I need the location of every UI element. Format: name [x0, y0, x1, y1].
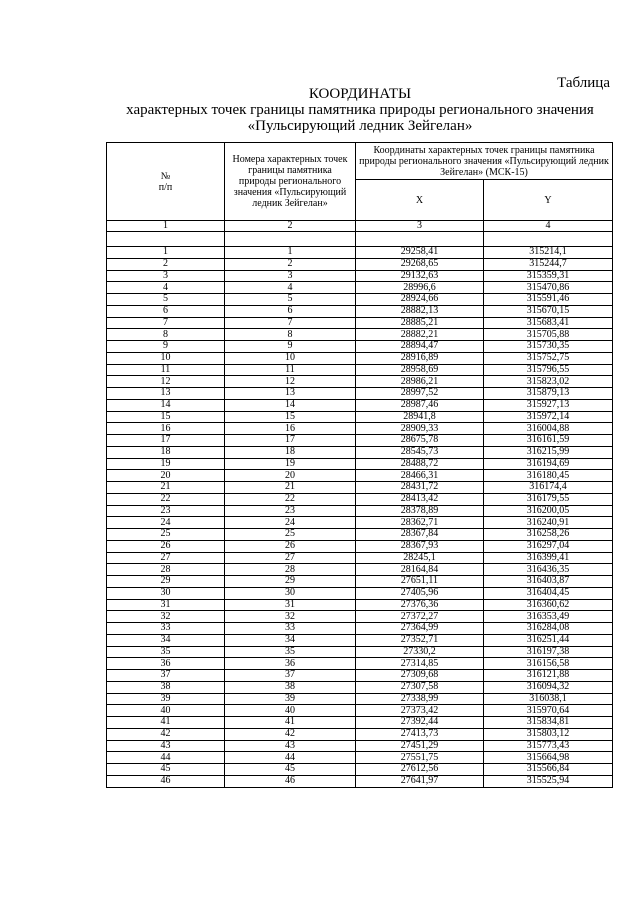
cell-y: 315730,35 [484, 341, 613, 353]
cell-y: 316403,87 [484, 576, 613, 588]
cell-x: 28909,33 [356, 423, 484, 435]
cell-number: 20 [107, 470, 225, 482]
cell-x: 28413,42 [356, 493, 484, 505]
header-coordinates: Координаты характерных точек границы памятника природы регионального значения «Пульсирующий ледник Зейгелан» (МСК-15) [356, 143, 613, 180]
cell-point-number: 34 [225, 634, 356, 646]
cell-x: 28924,66 [356, 294, 484, 306]
cell-point-number: 23 [225, 505, 356, 517]
table-row [107, 752, 613, 764]
cell-x: 27405,96 [356, 587, 484, 599]
cell-point-number: 41 [225, 717, 356, 729]
cell-y: 315972,14 [484, 411, 613, 423]
cell-y: 315670,15 [484, 305, 613, 317]
cell-y: 316258,26 [484, 529, 613, 541]
table-row [107, 399, 613, 411]
table-row [107, 670, 613, 682]
cell-point-number: 35 [225, 646, 356, 658]
cell-x: 28996,6 [356, 282, 484, 294]
cell-number: 11 [107, 364, 225, 376]
cell-x: 28675,78 [356, 435, 484, 447]
table-row [107, 329, 613, 341]
cell-x: 28987,46 [356, 399, 484, 411]
table-row [107, 717, 613, 729]
cell-y: 315705,88 [484, 329, 613, 341]
cell-point-number: 28 [225, 564, 356, 576]
cell-y: 316174,4 [484, 482, 613, 494]
cell-x: 27392,44 [356, 717, 484, 729]
cell-number: 32 [107, 611, 225, 623]
cell-point-number: 44 [225, 752, 356, 764]
cell-number: 9 [107, 341, 225, 353]
table-row [107, 623, 613, 635]
cell-point-number: 29 [225, 576, 356, 588]
cell-y: 315359,31 [484, 270, 613, 282]
table-row [107, 775, 613, 787]
cell-y: 315470,86 [484, 282, 613, 294]
cell-point-number: 13 [225, 388, 356, 400]
cell-y: 315927,13 [484, 399, 613, 411]
cell-number: 13 [107, 388, 225, 400]
cell-x: 27612,56 [356, 764, 484, 776]
cell-point-number: 19 [225, 458, 356, 470]
cell-y: 316161,59 [484, 435, 613, 447]
cell-x: 27352,71 [356, 634, 484, 646]
cell-number: 36 [107, 658, 225, 670]
table-row [107, 317, 613, 329]
cell-number: 3 [107, 270, 225, 282]
cell-y: 316094,32 [484, 681, 613, 693]
cell-x: 27364,99 [356, 623, 484, 635]
cell-x: 28164,84 [356, 564, 484, 576]
cell-x: 27330,2 [356, 646, 484, 658]
cell-number: 14 [107, 399, 225, 411]
table-row [107, 435, 613, 447]
cell-x: 28245,1 [356, 552, 484, 564]
cell-x: 28941,8 [356, 411, 484, 423]
header-number: № п/п [107, 143, 225, 221]
table-row [107, 764, 613, 776]
table-row [107, 482, 613, 494]
cell-number: 40 [107, 705, 225, 717]
cell-point-number: 33 [225, 623, 356, 635]
cell-number: 34 [107, 634, 225, 646]
cell-number: 8 [107, 329, 225, 341]
cell-x: 28466,31 [356, 470, 484, 482]
cell-x: 28882,13 [356, 305, 484, 317]
cell-point-number: 10 [225, 352, 356, 364]
table-row [107, 270, 613, 282]
cell-y: 315834,81 [484, 717, 613, 729]
table-row [107, 423, 613, 435]
cell-y: 316284,08 [484, 623, 613, 635]
cell-x: 27338,99 [356, 693, 484, 705]
cell-y: 316360,62 [484, 599, 613, 611]
cell-number: 1 [107, 247, 225, 259]
cell-point-number: 36 [225, 658, 356, 670]
cell-x: 28431,72 [356, 482, 484, 494]
cell-number: 2 [107, 258, 225, 270]
cell-x: 27309,68 [356, 670, 484, 682]
table-row [107, 587, 613, 599]
cell-point-number: 46 [225, 775, 356, 787]
cell-y: 315591,46 [484, 294, 613, 306]
cell-x: 27451,29 [356, 740, 484, 752]
cell-number: 43 [107, 740, 225, 752]
cell-point-number: 30 [225, 587, 356, 599]
cell-number: 6 [107, 305, 225, 317]
table-row [107, 364, 613, 376]
cell-number: 7 [107, 317, 225, 329]
blank-row [107, 232, 613, 247]
cell-point-number: 43 [225, 740, 356, 752]
column-index-2: 2 [225, 221, 356, 232]
table-row [107, 564, 613, 576]
table-row [107, 705, 613, 717]
table-body [107, 247, 613, 788]
cell-y: 316436,35 [484, 564, 613, 576]
table-row [107, 411, 613, 423]
cell-x: 29132,63 [356, 270, 484, 282]
title-line-3: «Пульсирующий ледник Зейгелан» [247, 118, 473, 134]
table-row [107, 388, 613, 400]
cell-number: 21 [107, 482, 225, 494]
column-index-3: 3 [356, 221, 484, 232]
cell-point-number: 7 [225, 317, 356, 329]
cell-x: 28488,72 [356, 458, 484, 470]
cell-number: 22 [107, 493, 225, 505]
header-y: Y [484, 180, 613, 221]
table-row [107, 529, 613, 541]
table-row [107, 282, 613, 294]
cell-y: 315525,94 [484, 775, 613, 787]
cell-x: 27307,58 [356, 681, 484, 693]
cell-point-number: 42 [225, 728, 356, 740]
cell-x: 28916,89 [356, 352, 484, 364]
table-row [107, 247, 613, 259]
cell-y: 316353,49 [484, 611, 613, 623]
table-row [107, 258, 613, 270]
cell-number: 31 [107, 599, 225, 611]
cell-y: 315244,7 [484, 258, 613, 270]
cell-number: 41 [107, 717, 225, 729]
table-row [107, 646, 613, 658]
cell-x: 28882,21 [356, 329, 484, 341]
cell-number: 45 [107, 764, 225, 776]
cell-point-number: 40 [225, 705, 356, 717]
cell-y: 316215,99 [484, 446, 613, 458]
cell-point-number: 4 [225, 282, 356, 294]
cell-number: 35 [107, 646, 225, 658]
cell-number: 4 [107, 282, 225, 294]
table-row [107, 505, 613, 517]
cell-number: 24 [107, 517, 225, 529]
cell-number: 5 [107, 294, 225, 306]
cell-x: 27641,97 [356, 775, 484, 787]
cell-y: 316399,41 [484, 552, 613, 564]
document-title [100, 86, 620, 134]
column-index-4: 4 [484, 221, 613, 232]
table-row [107, 540, 613, 552]
cell-point-number: 17 [225, 435, 356, 447]
cell-number: 17 [107, 435, 225, 447]
cell-point-number: 22 [225, 493, 356, 505]
cell-point-number: 15 [225, 411, 356, 423]
cell-number: 26 [107, 540, 225, 552]
cell-x: 28958,69 [356, 364, 484, 376]
table-row [107, 611, 613, 623]
cell-x: 28885,21 [356, 317, 484, 329]
cell-point-number: 3 [225, 270, 356, 282]
cell-point-number: 20 [225, 470, 356, 482]
table-row [107, 740, 613, 752]
cell-y: 316197,38 [484, 646, 613, 658]
title-line-1: КООРДИНАТЫ [308, 86, 412, 102]
cell-point-number: 14 [225, 399, 356, 411]
cell-y: 316180,45 [484, 470, 613, 482]
cell-number: 18 [107, 446, 225, 458]
table-row [107, 458, 613, 470]
cell-x: 29258,41 [356, 247, 484, 259]
cell-point-number: 38 [225, 681, 356, 693]
table-row [107, 446, 613, 458]
cell-point-number: 11 [225, 364, 356, 376]
cell-x: 28894,47 [356, 341, 484, 353]
cell-point-number: 31 [225, 599, 356, 611]
cell-x: 27372,27 [356, 611, 484, 623]
cell-number: 29 [107, 576, 225, 588]
cell-y: 316404,45 [484, 587, 613, 599]
cell-y: 315803,12 [484, 728, 613, 740]
cell-y: 316297,04 [484, 540, 613, 552]
cell-y: 316121,88 [484, 670, 613, 682]
cell-x: 27314,85 [356, 658, 484, 670]
cell-x: 28362,71 [356, 517, 484, 529]
cell-point-number: 5 [225, 294, 356, 306]
cell-y: 315796,55 [484, 364, 613, 376]
cell-y: 315683,41 [484, 317, 613, 329]
table-header [107, 143, 613, 247]
title-line-2: характерных точек границы памятника природы регионального значения [126, 102, 594, 118]
cell-y: 315970,64 [484, 705, 613, 717]
cell-point-number: 32 [225, 611, 356, 623]
cell-number: 25 [107, 529, 225, 541]
header-point-numbers: Номера характерных точек границы памятника природы регионального значения «Пульсирующий ледник Зейгелан» [225, 143, 356, 221]
cell-point-number: 37 [225, 670, 356, 682]
cell-number: 12 [107, 376, 225, 388]
cell-y: 315879,13 [484, 388, 613, 400]
cell-number: 46 [107, 775, 225, 787]
cell-point-number: 39 [225, 693, 356, 705]
cell-y: 316251,44 [484, 634, 613, 646]
table-row [107, 493, 613, 505]
cell-y: 316240,91 [484, 517, 613, 529]
cell-x: 27413,73 [356, 728, 484, 740]
cell-number: 37 [107, 670, 225, 682]
table-row [107, 658, 613, 670]
header-x: X [356, 180, 484, 221]
cell-x: 27373,42 [356, 705, 484, 717]
cell-y: 315752,75 [484, 352, 613, 364]
table-row [107, 728, 613, 740]
cell-y: 316200,05 [484, 505, 613, 517]
cell-x: 28367,93 [356, 540, 484, 552]
cell-number: 33 [107, 623, 225, 635]
table-row [107, 470, 613, 482]
cell-y: 315664,98 [484, 752, 613, 764]
table-row [107, 552, 613, 564]
cell-number: 10 [107, 352, 225, 364]
cell-number: 28 [107, 564, 225, 576]
table-caption: Таблица [557, 75, 610, 91]
cell-x: 27376,36 [356, 599, 484, 611]
cell-x: 28378,89 [356, 505, 484, 517]
cell-x: 27651,11 [356, 576, 484, 588]
cell-x: 28545,73 [356, 446, 484, 458]
cell-point-number: 18 [225, 446, 356, 458]
cell-point-number: 16 [225, 423, 356, 435]
cell-point-number: 2 [225, 258, 356, 270]
table-row [107, 341, 613, 353]
cell-point-number: 26 [225, 540, 356, 552]
cell-number: 16 [107, 423, 225, 435]
coordinates-table [106, 142, 613, 788]
cell-y: 316004,88 [484, 423, 613, 435]
cell-point-number: 6 [225, 305, 356, 317]
table-row [107, 376, 613, 388]
cell-y: 316194,69 [484, 458, 613, 470]
cell-number: 38 [107, 681, 225, 693]
cell-number: 27 [107, 552, 225, 564]
table-row [107, 634, 613, 646]
cell-number: 15 [107, 411, 225, 423]
cell-x: 27551,75 [356, 752, 484, 764]
cell-y: 315566,84 [484, 764, 613, 776]
cell-number: 30 [107, 587, 225, 599]
table-row [107, 305, 613, 317]
cell-y: 315773,43 [484, 740, 613, 752]
cell-number: 39 [107, 693, 225, 705]
cell-point-number: 25 [225, 529, 356, 541]
cell-number: 42 [107, 728, 225, 740]
cell-point-number: 1 [225, 247, 356, 259]
cell-point-number: 8 [225, 329, 356, 341]
table-row [107, 352, 613, 364]
column-index-1: 1 [107, 221, 225, 232]
table-row [107, 517, 613, 529]
cell-y: 315823,02 [484, 376, 613, 388]
cell-point-number: 45 [225, 764, 356, 776]
table-row [107, 576, 613, 588]
cell-x: 28997,52 [356, 388, 484, 400]
cell-number: 44 [107, 752, 225, 764]
table-row [107, 681, 613, 693]
cell-y: 315214,1 [484, 247, 613, 259]
table-row [107, 294, 613, 306]
cell-y: 316179,55 [484, 493, 613, 505]
cell-point-number: 27 [225, 552, 356, 564]
table-row [107, 693, 613, 705]
cell-x: 28986,21 [356, 376, 484, 388]
cell-number: 19 [107, 458, 225, 470]
cell-y: 316156,58 [484, 658, 613, 670]
cell-y: 316038,1 [484, 693, 613, 705]
cell-point-number: 12 [225, 376, 356, 388]
cell-x: 28367,84 [356, 529, 484, 541]
cell-x: 29268,65 [356, 258, 484, 270]
cell-number: 23 [107, 505, 225, 517]
cell-point-number: 21 [225, 482, 356, 494]
cell-point-number: 9 [225, 341, 356, 353]
cell-point-number: 24 [225, 517, 356, 529]
table-row [107, 599, 613, 611]
